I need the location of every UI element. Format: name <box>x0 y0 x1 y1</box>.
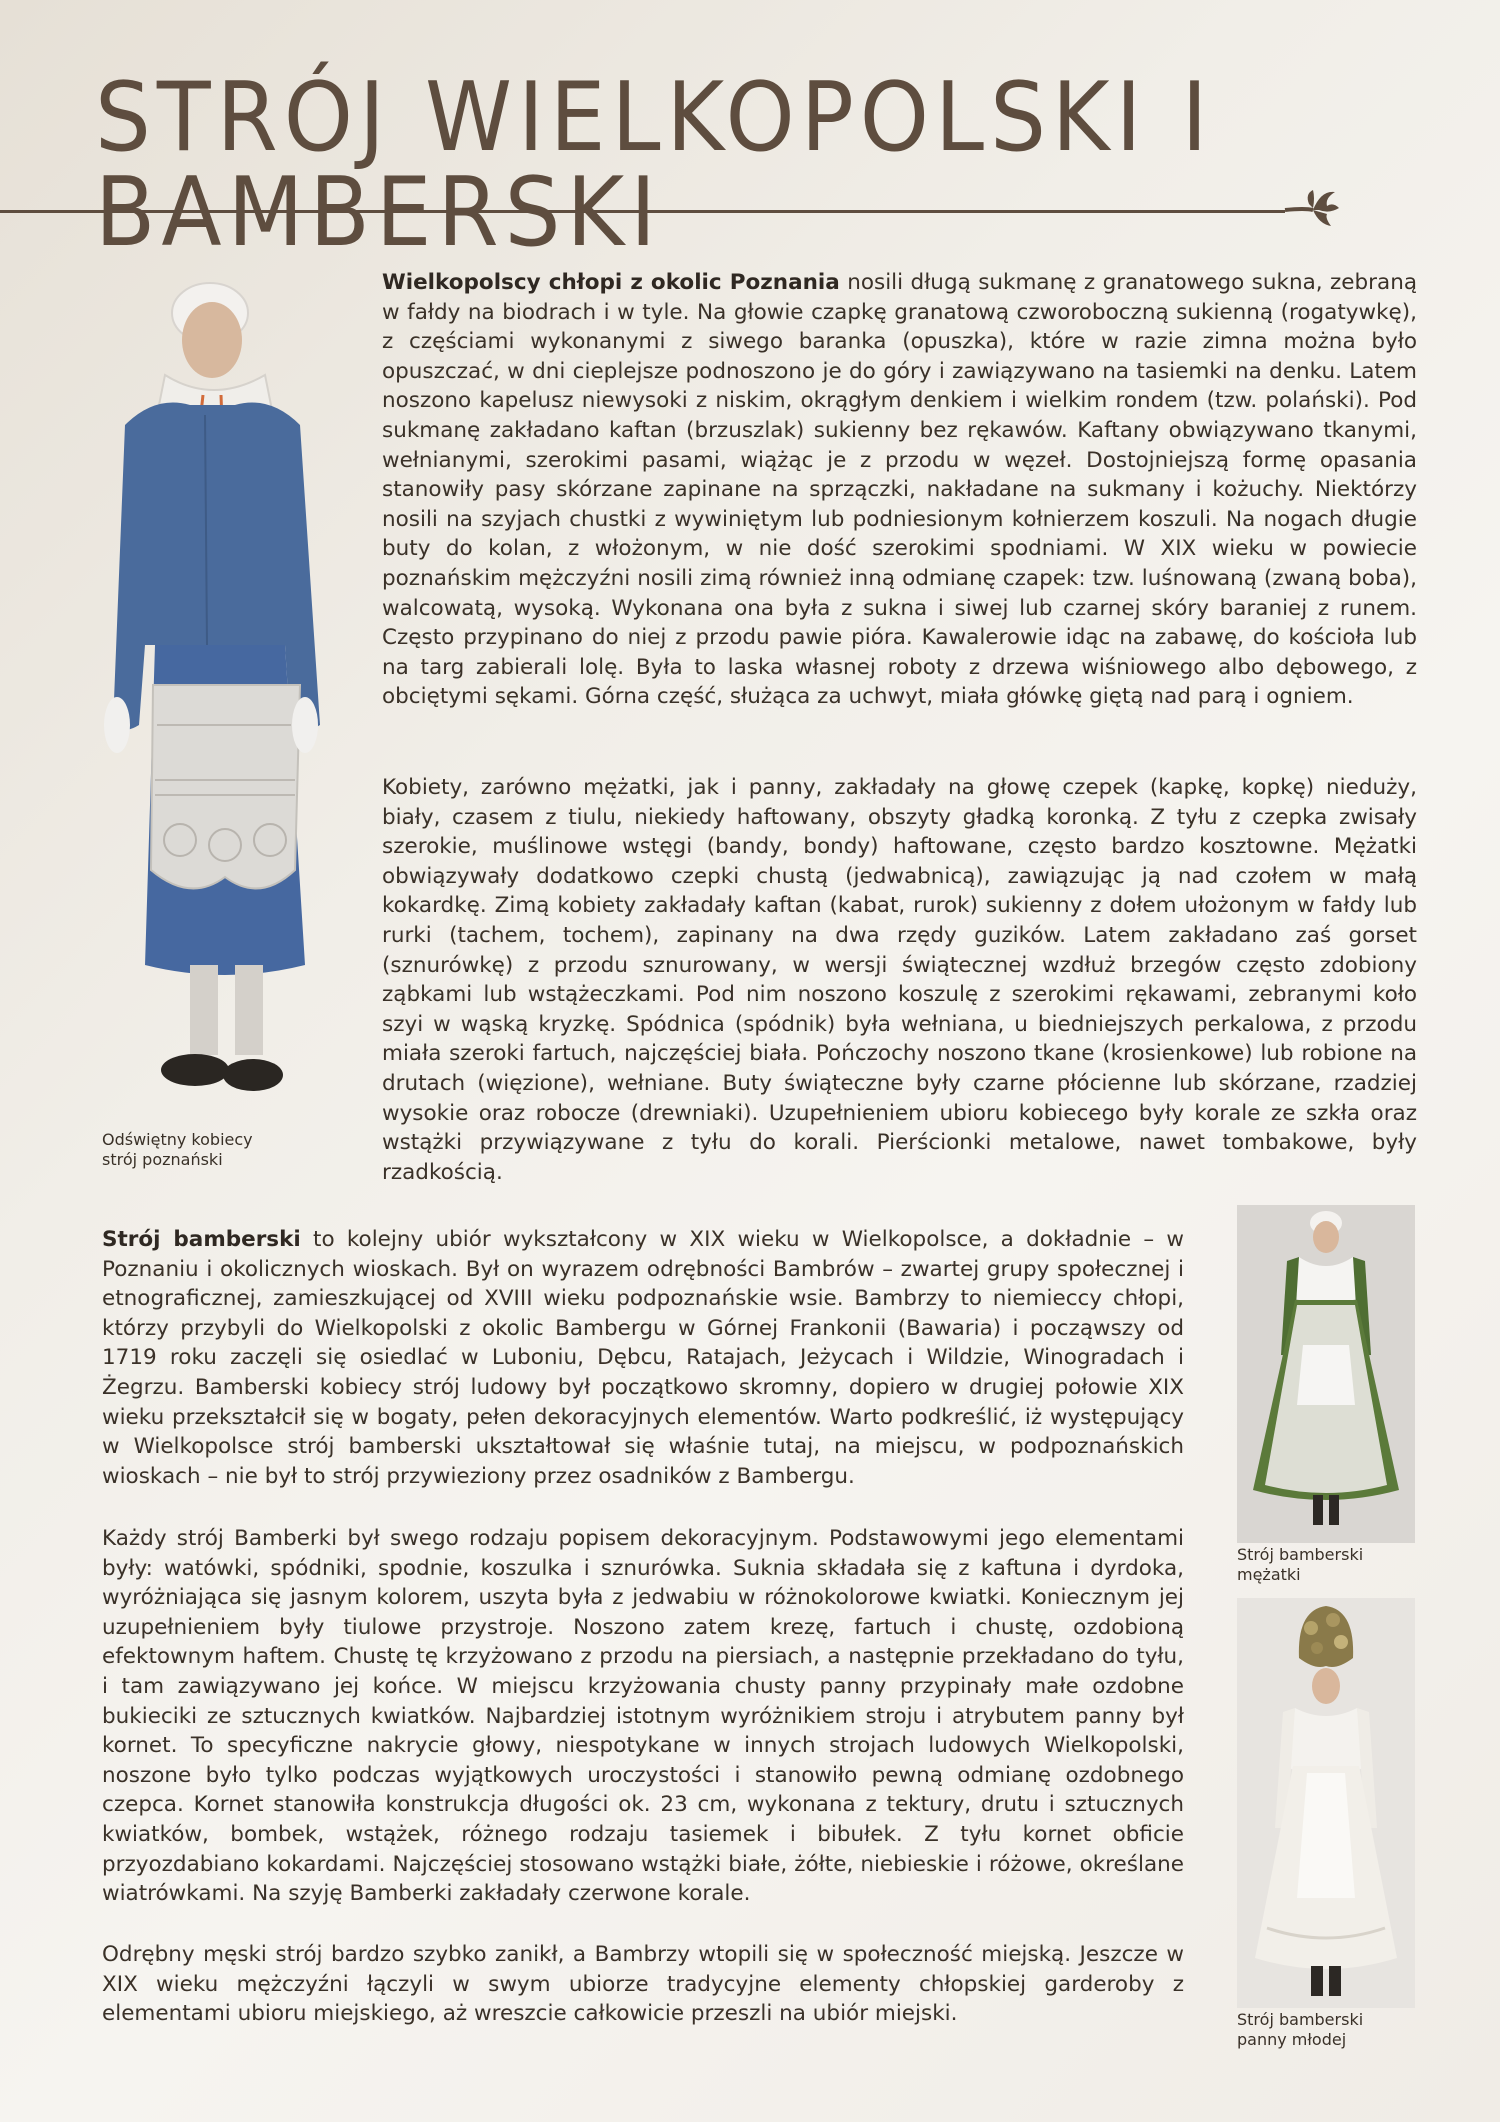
bamberg-married-photo <box>1237 1205 1415 1543</box>
poznan-costume-photo <box>95 255 360 1120</box>
paragraph-body: nosili długą sukmanę z granatowego sukna, zebraną w fałdy na biodrach i w tyle. Na głowie czapkę granatową czworoboczną sukienną (rogatywkę), z częściami wykonanymi z siwego baranka (opuszka), które w razie zimna można było opuszczać, w dni cieplejsze podnoszono je do góry i zawiązywano na tasiemki na denku. Latem noszono kapelusz niewysoki z niskim, okrągłym denkiem i wielkim rondem (tzw. polański). Pod sukmanę zakładano kaftan (brzuszlak) sukienny bez rękawów. Kaftany obwiązywano tkanymi, wełnianymi, szerokimi pasami, wiążąc je z przodu w węzeł. Dostojniejszą formę opasania stanowiły pasy skórzane zapinane na sprzączki, nakładane na sukmany i kożuchy. Niektórzy nosili na szyjach chustki z wywiniętym lub podniesionym kołnierzem koszuli. Na nogach długie buty do kolan, z włożonym, w nie dość szerokimi spodniami. W XIX wieku w powiecie poznańskim mężczyźni nosili zimą również inną odmianę czapek: tzw. luśnowaną (zwaną boba), walcowatą, wysoką. Wykonana ona była z sukna i siwej lub czarnej skóry baraniej z runem. Często przypinano do niej z przodu pawie pióra. Kawalerowie idąc na zabawę, do kościoła lub na targ zabierali lolę. Była to laska własnej roboty z drzewa wiśniowego albo dębowego, z obciętymi sękami. Górna część, służąca za uchwyt, miała główkę giętą nad parą i ogniem. <box>382 270 1417 710</box>
caption-line: panny młodej <box>1237 2030 1347 2049</box>
caption-line: strój poznański <box>102 1150 223 1169</box>
caption-line: Strój bamberski <box>1237 1545 1364 1564</box>
bamberg-married-caption <box>1237 1545 1363 1585</box>
caption-line: mężatki <box>1237 1565 1301 1584</box>
page-title: STRÓJ WIELKOPOLSKI I BAMBERSKI <box>95 61 1214 268</box>
paragraph-lead: Wielkopolscy chłopi z okolic Poznania <box>382 270 840 295</box>
title-rule <box>0 210 1285 213</box>
caption-line: Strój bamberski <box>1237 2010 1364 2029</box>
fleur-ornament-icon <box>1275 180 1345 240</box>
paragraph-lead: Strój bamberski <box>102 1227 301 1252</box>
paragraph-men-costume <box>382 268 1417 712</box>
bamberg-bride-caption <box>1237 2010 1363 2050</box>
caption-line: Odświętny kobiecy <box>102 1130 253 1149</box>
paragraph-bamberg-intro <box>102 1225 1184 1491</box>
paragraph-bamberg-dress: Każdy strój Bamberki był swego rodzaju popisem dekoracyjnym. Podstawowymi jego elementami były: watówki, spódniki, spodnie, koszulka i sznurówka. Suknia składała się z kaftuna i dyrdoka, wyróżniająca się jasnym kolorem, uszyta była z jedwabiu w różnokolorowe kwiatki. Koniecznym jej uzupełnieniem były tiulowe przystroje. Noszono zatem krezę, fartuch i chustę, ozdobioną efektownym haftem. Chustę tę krzyżowano z przodu na piersiach, a następnie przekładano do tyłu, i tam zawiązywano jej końce. W miejscu krzyżowania chusty panny przypinały małe ozdobne bukieciki ze sztucznych kwiatków. Najbardziej istotnym wyróżnikiem stroju i atrybutem panny był kornet. To specyficzne nakrycie głowy, niespotykane w innych strojach ludowych Wielkopolski, noszone było tylko podczas wyjątkowych uroczystości i stanowiło pewną odmianę ozdobnego czepca. Kornet stanowiła konstrukcja długości ok. 23 cm, wykonana z tektury, drutu i sztucznych kwiatków, bombek, wstążek, różnego rodzaju tasiemek i bibułek. Z tyłu kornet obficie przyozdabiano kokardami. Najczęściej stosowano wstążki białe, żółte, niebieskie i różowe, określane wiatrówkami. Na szyję Bamberki zakładały czerwone korale. <box>102 1526 1184 1907</box>
paragraph-women-costume: Kobiety, zarówno mężatki, jak i panny, zakładały na głowę czepek (kapkę, kopkę) nieduży, biały, czasem z tiulu, niekiedy haftowany, obszyty gładką koronką. Z tyłu z czepka zwisały szerokie, muślinowe wstęgi (bandy, bondy) haftowane, często bardzo kosztowne. Mężatki obwiązywały dodatkowo czepki chustą (jedwabnicą), zawiązując ją nad czołem w małą kokardkę. Zimą kobiety zakładały kaftan (kabat, rurok) sukienny z dołem ułożonym w fałdy lub rurki (tachem, tochem), zapinany na dwa rzędy guzików. Latem zakładano zaś gorset (sznurówkę) z przodu sznurowany, w wersji świątecznej wzdłuż brzegów często zdobiony ząbkami lub wstążeczkami. Pod nim noszono koszulę z szerokimi rękawami, zebranymi koło szyi w wąską kryzkę. Spódnica (spódnik) była wełniana, u biedniejszych perkalowa, z przodu miała szeroki fartuch, najczęściej biała. Pończochy noszono tkane (krosienkowe) lub robione na drutach (więzione), wełniane. Buty świąteczne były czarne płócienne lub skórzane, rzadziej wysokie oraz robocze (drewniaki). Uzupełnieniem ubioru kobiecego były korale ze szkła oraz wstążki przywiązywane z tyłu do korali. Pierścionki metalowe, nawet tombakowe, były rzadkością. <box>382 775 1417 1185</box>
bamberg-bride-photo <box>1237 1598 1415 2008</box>
poznan-photo-caption <box>102 1130 253 1170</box>
paragraph-body: to kolejny ubiór wykształcony w XIX wieku w Wielkopolsce, a dokładnie – w Poznaniu i okolicznych wioskach. Był on wyrazem odrębności Bambrów – zwartej grupy społecznej i etnograficznej, zamieszkującej od XVIII wieku podpoznańskie wsie. Bambrzy to niemieccy chłopi, którzy przybyli do Wielkopolski z okolic Bambergu w Górnej Frankonii (Bawaria) i począwszy od 1719 roku zaczęli się osiedlać w Luboniu, Dębcu, Ratajach, Jeżycach i Wildzie, Winogradach i Żegrzu. Bamberski kobiecy strój ludowy był początkowo skromny, dopiero w drugiej połowie XIX wieku przekształcił się w bogaty, pełen dekoracyjnych elementów. Warto podkreślić, iż występujący w Wielkopolsce strój bamberski ukształtował się właśnie tutaj, na miejscu, w podpoznańskich wioskach – nie był to strój przywieziony przez osadników z Bambergu. <box>102 1227 1184 1489</box>
paragraph-bamberg-men: Odrębny męski strój bardzo szybko zanikł, a Bambrzy wtopili się w społeczność miejską. Jeszcze w XIX wieku mężczyźni łączyli w swym ubiorze tradycyjne elementy chłopskiej garderoby z elementami ubioru miejskiego, aż wreszcie całkowicie przeszli na ubiór miejski. <box>102 1942 1184 2027</box>
